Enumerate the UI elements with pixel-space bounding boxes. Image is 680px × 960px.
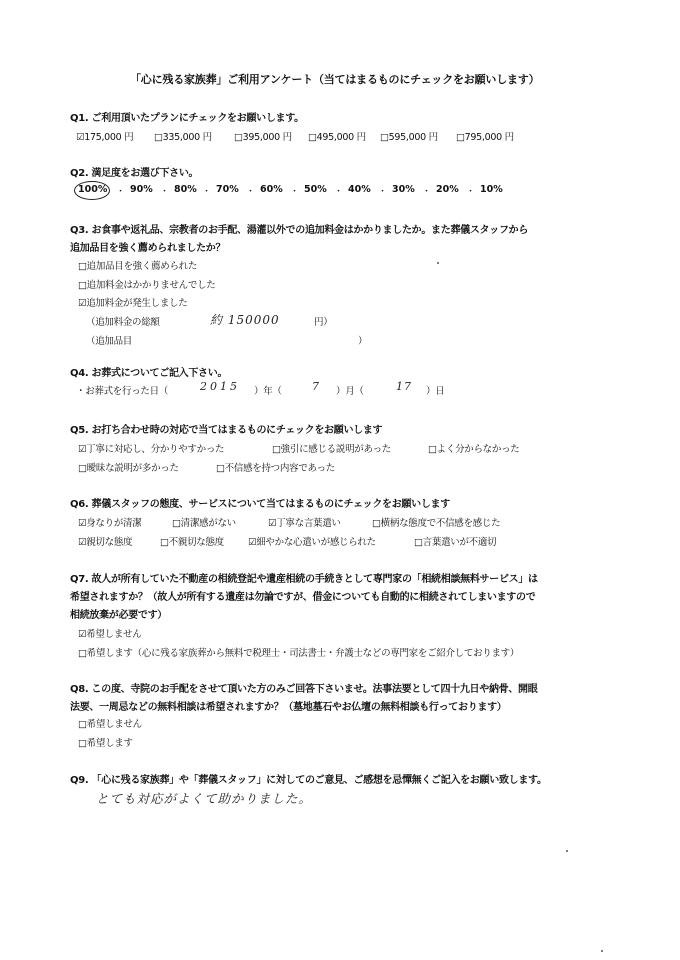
separator-dot: ・ <box>378 187 388 197</box>
satisfaction-10[interactable]: 10% <box>480 184 503 195</box>
q5-option-polite-clear[interactable]: ☑丁寧に対応し、分かりやすかった <box>78 444 225 455</box>
q7-question-line3: 相続放棄が必要です） <box>70 610 167 621</box>
q3-items-label: （追加品目 <box>86 336 133 347</box>
separator-dot: ・ <box>116 187 126 197</box>
q2-options <box>78 184 518 200</box>
separator-dot: ・ <box>466 187 476 197</box>
separator-dot: ・ <box>160 187 170 197</box>
q3-total-label: （追加料金の総額 <box>86 317 160 328</box>
q6-option-attentive[interactable]: ☑細やかな心遣いが感じられた <box>248 537 376 548</box>
separator-dot: ・ <box>246 187 256 197</box>
q3-question-line1: Q3. お食事や返礼品、宗教者のお手配、湯灌以外での追加料金はかかりましたか。また葬儀スタッフから <box>70 225 529 236</box>
q6-option-unkind[interactable]: □不親切な態度 <box>160 537 224 548</box>
q6-option-kind[interactable]: ☑親切な態度 <box>78 537 133 548</box>
q1-question: Q1. ご利用頂いたプランにチェックをお願いします。 <box>70 113 304 124</box>
q5-option-vague[interactable]: □曖昧な説明が多かった <box>78 463 179 474</box>
q4-date-prefix: ・お葬式を行った日（ <box>76 386 169 397</box>
q7-question-line1: Q7. 故人が所有していた不動産の相続登記や遺産相続の手続きとして専門家の「相続相談無料サービス」は <box>70 574 538 585</box>
q6-option-unclean[interactable]: □清潔感がない <box>172 518 236 529</box>
q4-question: Q4. お葬式についてご記入下さい。 <box>70 368 228 379</box>
plan-option-595000[interactable]: □595,000 円 <box>380 132 438 143</box>
q4-day-label: ）日 <box>426 386 445 397</box>
plan-option-175000[interactable]: ☑175,000 円 <box>76 132 134 143</box>
q5-option-unclear[interactable]: □よく分からなかった <box>428 444 520 455</box>
q6-option-arrogant[interactable]: □横柄な態度で不信感を感じた <box>372 518 501 529</box>
q6-option-clean-appearance[interactable]: ☑身なりが清潔 <box>78 518 142 529</box>
q2-question: Q2. 満足度をお選び下さい。 <box>70 168 199 179</box>
satisfaction-60[interactable]: 60% <box>260 184 283 195</box>
separator-dot: ・ <box>290 187 300 197</box>
plan-option-495000[interactable]: □495,000 円 <box>308 132 366 143</box>
separator-dot: ・ <box>334 187 344 197</box>
q3-question-line2: 追加品目を強く薦められましたか？ <box>70 243 226 254</box>
q5-option-pushy[interactable]: □強引に感じる説明があった <box>272 444 391 455</box>
satisfaction-30[interactable]: 30% <box>392 184 415 195</box>
plan-option-335000[interactable]: □335,000 円 <box>154 132 212 143</box>
q7-question-line2: 希望されますか？（故人が所有する遺産は勿論ですが、借金についても自動的に相続されてしまいますので <box>70 592 536 603</box>
q4-year-label: ）年（ <box>254 386 282 397</box>
q4-month-value[interactable]: 7 <box>312 380 319 393</box>
q8-question-line1: Q8. この度、寺院のお手配をさせて頂いた方のみご回答下さいませ。法事法要として四十九日や納骨、開眼 <box>70 684 538 695</box>
scan-speck <box>601 950 603 952</box>
q5-question: Q5. お打ち合わせ時の対応で当てはまるものにチェックをお願いします <box>70 425 383 436</box>
q4-month-label: ）月（ <box>336 386 364 397</box>
q8-option-yes[interactable]: □希望します <box>78 738 133 749</box>
q4-day-value[interactable]: 17 <box>396 380 412 393</box>
q6-option-polite-language[interactable]: ☑丁寧な言葉遣い <box>268 518 341 529</box>
scan-speck <box>437 262 439 264</box>
q9-question: Q9. 「心に残る家族葬」や「葬儀スタッフ」に対してのご意見、ご感想を忌憚無くご記入をお願い致します。 <box>70 775 547 786</box>
q6-question: Q6. 葬儀スタッフの態度、サービスについて当てはまるものにチェックをお願いします <box>70 499 450 510</box>
satisfaction-70[interactable]: 70% <box>216 184 239 195</box>
q1-options <box>76 129 536 143</box>
q4-year-value[interactable]: 2015 <box>200 380 240 393</box>
plan-option-795000[interactable]: □795,000 円 <box>456 132 514 143</box>
q3-items-close: ） <box>358 336 368 347</box>
q3-total-unit: 円） <box>314 317 333 328</box>
q3-option-strongly-recommended[interactable]: □追加品目を強く薦められた <box>78 261 198 272</box>
satisfaction-40[interactable]: 40% <box>348 184 371 195</box>
satisfaction-90[interactable]: 90% <box>130 184 153 195</box>
q3-option-no-extra-charge[interactable]: □追加料金はかかりませんでした <box>78 280 216 291</box>
satisfaction-20[interactable]: 20% <box>436 184 459 195</box>
scan-speck <box>566 850 568 852</box>
satisfaction-80[interactable]: 80% <box>174 184 197 195</box>
plan-option-395000[interactable]: □395,000 円 <box>234 132 292 143</box>
survey-title: 「心に残る家族葬」ご利用アンケート（当てはまるものにチェックをお願いします） <box>130 73 540 86</box>
q8-option-no[interactable]: □希望しません <box>78 719 142 730</box>
satisfaction-100[interactable]: 100% <box>78 184 108 195</box>
q9-answer[interactable]: とても対応がよくて助かりました。 <box>96 791 313 806</box>
q7-option-yes[interactable]: □希望します（心に残る家族葬から無料で税理士・司法書士・弁護士などの専門家をご紹介しております） <box>78 648 520 659</box>
separator-dot: ・ <box>202 187 212 197</box>
q7-option-no[interactable]: ☑希望しません <box>78 629 142 640</box>
q3-total-value[interactable]: 約 150000 <box>210 313 280 327</box>
q6-option-inappropriate-language[interactable]: □言葉遣いが不適切 <box>414 537 497 548</box>
q8-question-line2: 法要、一周忌などの無料相談は希望されますか？（墓地墓石やお仏壇の無料相談も行っております） <box>70 702 507 713</box>
separator-dot: ・ <box>422 187 432 197</box>
q3-option-extra-charge[interactable]: ☑追加料金が発生しました <box>78 298 188 309</box>
satisfaction-50[interactable]: 50% <box>304 184 327 195</box>
q5-option-distrust[interactable]: □不信感を持つ内容であった <box>216 463 335 474</box>
